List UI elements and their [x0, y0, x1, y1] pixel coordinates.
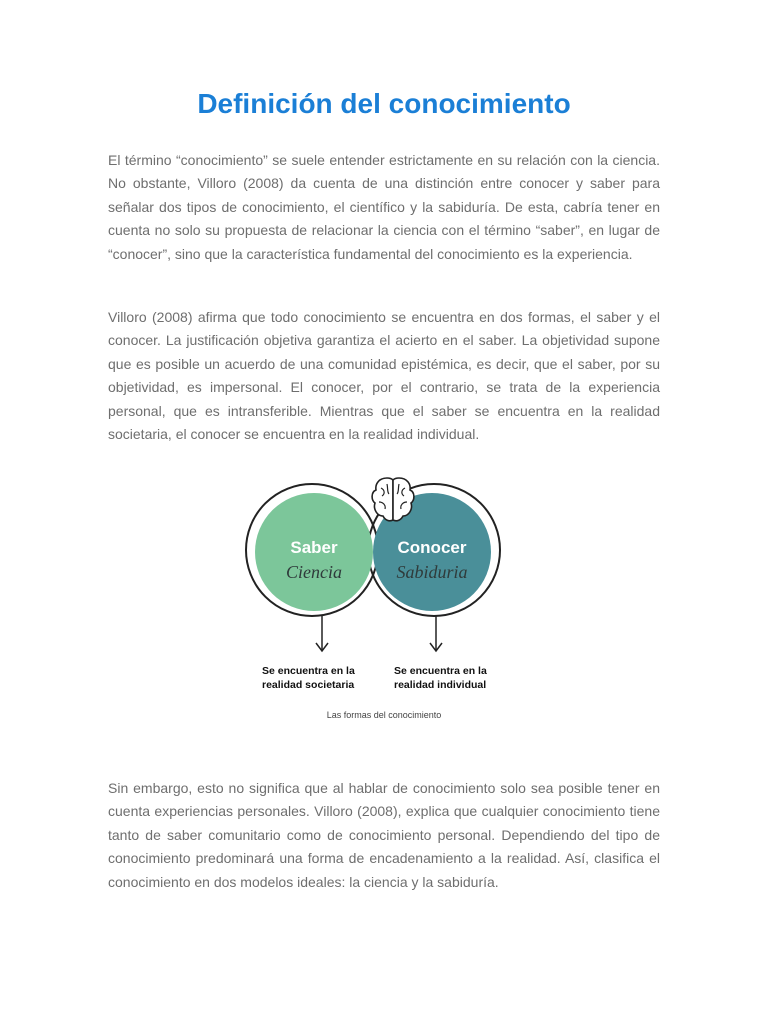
figure-caption: Las formas del conocimiento — [326, 710, 442, 720]
knowledge-forms-figure — [240, 470, 530, 700]
right-arrow-icon — [430, 616, 442, 651]
brain-icon — [372, 478, 414, 521]
saber-label: Saber — [290, 538, 338, 557]
conocer-label: Conocer — [397, 538, 467, 557]
page-title: Definición del conocimiento — [197, 88, 571, 119]
ciencia-label: Ciencia — [286, 562, 342, 582]
left-description-line-2: realidad societaria — [262, 679, 355, 691]
left-arrow-icon — [316, 616, 328, 651]
knowledge-diagram — [240, 470, 530, 700]
sabiduria-label: Sabiduria — [396, 562, 468, 582]
left-description-line-1: Se encuentra en la — [262, 665, 355, 677]
paragraph-1: El término “conocimiento” se suele entender estrictamente en su relación con la ciencia. No obstante, Villoro (2008) da cuenta de una distinción entre conocer y saber para señalar dos tipos de conocimiento, el científico y la sabiduría. De esta, cabría tener en cuenta no solo su propuesta de relacionar la ciencia con el término “saber”, en lugar de “conocer”, sino que la característica fundamental del conocimiento es la experiencia. — [108, 152, 660, 262]
paragraph-3: Sin embargo, esto no significa que al hablar de conocimiento solo sea posible tener en cuenta experiencias personales. Villoro (2008), explica que cualquier conocimiento tiene tanto de saber comunitario como de conocimiento personal. Dependiendo del tipo de conocimiento predominará una forma de encadenamiento a la realidad. Así, clasifica el conocimiento en dos modelos ideales: la ciencia y la sabiduría. — [108, 780, 660, 890]
right-description-line-2: realidad individual — [394, 679, 487, 691]
right-description-line-1: Se encuentra en la — [394, 665, 487, 677]
paragraph-2: Villoro (2008) afirma que todo conocimiento se encuentra en dos formas, el saber y el conocer. La justificación objetiva garantiza el acierto en el saber. La objetividad supone que es posible un acuerdo de una comunidad epistémica, es decir, que el saber, por su objetividad, es impersonal. El conocer, por el contrario, se trata de la experiencia personal, que es intransferible. Mientras que el saber se encuentra en la realidad societaria, el conocer se encuentra en la realidad individual. — [108, 309, 660, 443]
